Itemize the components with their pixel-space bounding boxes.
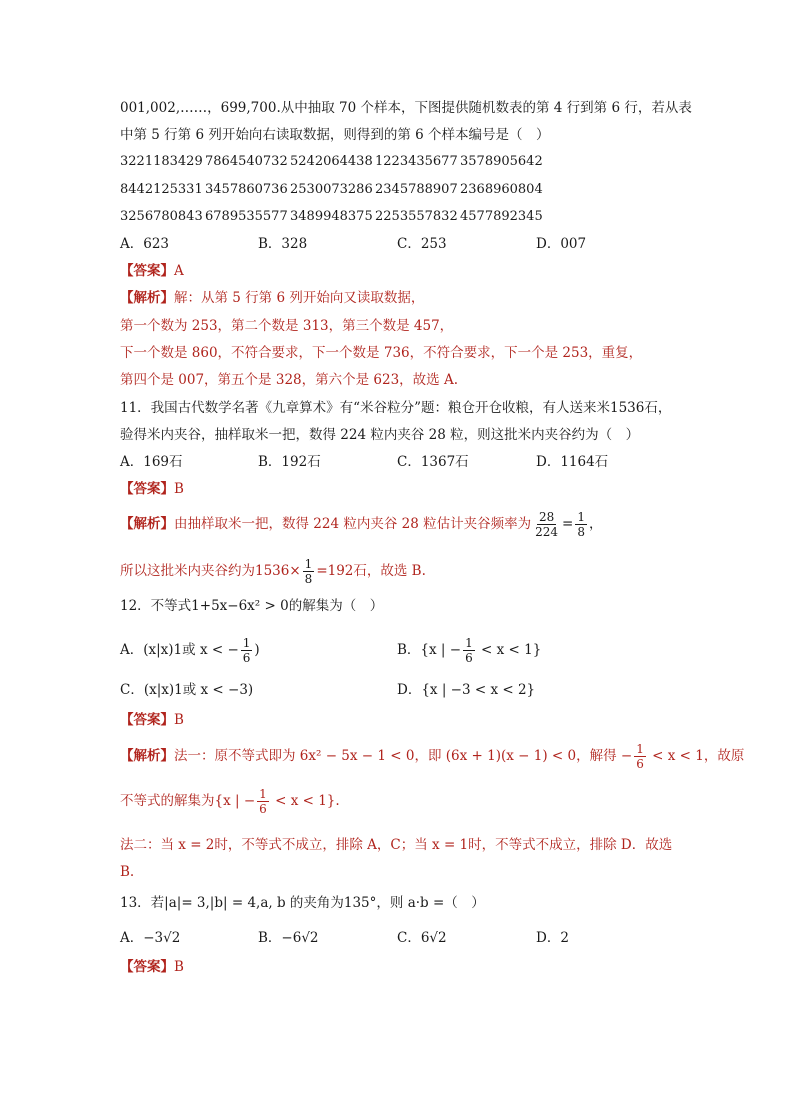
q11-option-d: D．1164石: [536, 454, 609, 470]
q12-stem: 12．不等式1+5x−6x² > 0的解集为（ ）: [120, 598, 384, 614]
answer-value: B: [174, 481, 184, 497]
q10-option-d: D．007: [536, 236, 587, 252]
answer-tag: 【答案】: [120, 712, 174, 728]
answer-value: A: [174, 263, 184, 279]
answer-tag: 【答案】: [120, 263, 174, 279]
fraction-denominator: 224: [535, 525, 559, 539]
fraction-numerator: 1: [304, 557, 313, 571]
fraction: [303, 557, 315, 586]
table-cell: 3457860736: [205, 181, 288, 197]
fraction: [241, 636, 253, 665]
q11-option-c: C．1367石: [397, 454, 469, 470]
table-cell: 2368960804: [460, 181, 543, 197]
fraction: [257, 787, 269, 816]
q13-option-c: C．6√2: [397, 930, 447, 946]
q13-option-d: D．2: [536, 930, 569, 946]
option-text: ): [254, 642, 260, 658]
fraction-numerator: 28: [538, 510, 555, 524]
fraction: [634, 742, 646, 771]
q11-option-a: A．169石: [120, 454, 183, 470]
q12-analysis-line3: 法二：当 x = 2时，不等式不成立，排除 A，C；当 x = 1时，不等式不成立，排除 D．故选: [120, 837, 673, 853]
fraction: [533, 510, 560, 539]
q13-stem: 13．若|a|= 3,|b| = 4,a, b 的夹角为135°，则 a·b =（ ）: [120, 895, 485, 911]
q10-analysis-line3: 下一个数是 860，不符合要求，下一个数是 736，不符合要求，下一个是 253，重复，: [120, 345, 643, 361]
comma: ，: [589, 516, 603, 532]
table-cell: 8442125331: [120, 181, 203, 197]
q10-stem-line1: 001,002,……，699,700.从中抽取 70 个样本，下图提供随机数表的第 4 行到第 6 行，若从表: [120, 100, 692, 116]
table-cell: 6789535577: [205, 209, 288, 224]
table-row: [120, 207, 545, 235]
option-label: A．: [120, 642, 144, 658]
q10-analysis-line4: 第四个是 007，第五个是 328，第六个是 623，故选 A.: [120, 372, 459, 388]
q11-option-b: B．192石: [258, 454, 321, 470]
option-text: {x | −: [420, 642, 462, 658]
analysis-text: 由抽样取米一把，数得 224 粒内夹谷: [174, 516, 402, 532]
fraction: [463, 636, 475, 665]
random-number-table: [120, 152, 545, 235]
fraction-numerator: 1: [259, 787, 267, 801]
q12-answer: [120, 710, 184, 730]
option-text: (x|x)1或 x < −: [143, 642, 239, 658]
q10-option-b: B．328: [258, 236, 308, 252]
table-cell: 4577892345: [460, 209, 543, 224]
fraction-denominator: 6: [465, 651, 473, 665]
table-cell: 3256780843: [120, 209, 203, 224]
q10-analysis-line1: [120, 288, 424, 308]
fraction-denominator: 6: [636, 757, 644, 771]
equals-sign: =: [562, 516, 574, 532]
analysis-text: 法一：原不等式即为 6x² − 5x − 1 < 0，即 (6x + 1)(x − 1) < 0，解得 −: [174, 748, 633, 764]
analysis-text: =192石，故选 B.: [316, 563, 426, 579]
option-label: B．: [397, 642, 421, 658]
q12-analysis-line4: B.: [120, 864, 135, 880]
answer-tag: 【答案】: [120, 481, 174, 497]
analysis-text: 不等式的解集为{x | −: [120, 793, 256, 809]
q10-stem-line2: 中第 5 行第 6 列开始向右读取数据，则得到的第 6 个样本编号是（ ）: [120, 127, 550, 143]
table-row: [120, 152, 545, 180]
table-row: [120, 180, 545, 208]
table-cell: 3221183429: [120, 154, 203, 169]
table-cell: 3489948375: [290, 209, 373, 224]
q12-option-d: D．{x | −3 < x < 2}: [397, 682, 536, 698]
analysis-tag: 【解析】: [120, 516, 174, 532]
fraction-denominator: 6: [259, 802, 267, 816]
analysis-text: < x < 1}.: [270, 793, 340, 809]
option-text: < x < 1}: [476, 642, 542, 658]
q12-option-b: [397, 634, 541, 666]
q11-answer: [120, 479, 184, 499]
table-cell: 1223435677: [375, 154, 458, 169]
q11-stem-line1: 11．我国古代数学名著《九章算术》有“米谷粒分”题：粮仓开仓收粮，有人送来米1536石，: [120, 400, 672, 416]
q13-option-b: B．−6√2: [258, 930, 319, 946]
q12-option-a: [120, 634, 260, 666]
table-cell: 7864540732: [205, 154, 288, 169]
q11-analysis-line1: [120, 508, 603, 540]
fraction-denominator: 8: [304, 572, 313, 586]
analysis-text: 粒估计夹谷频率为: [418, 516, 532, 532]
q13-answer: [120, 957, 184, 977]
answer-tag: 【答案】: [120, 959, 174, 975]
fraction-numerator: 1: [465, 636, 473, 650]
q11-stem-line2: 验得米内夹谷，抽样取米一把，数得 224 粒内夹谷 28 粒，则这批米内夹谷约为（ ）: [120, 427, 640, 443]
table-cell: 3578905642: [460, 154, 543, 169]
q13-option-a: A．−3√2: [120, 930, 181, 946]
fraction-numerator: 1: [242, 636, 251, 650]
q12-option-c: C．(x|x)1或 x < −3): [120, 682, 254, 698]
analysis-text: 所以这批米内夹谷约为1536×: [120, 563, 301, 579]
q10-answer: [120, 261, 184, 281]
table-cell: 2530073286: [290, 181, 373, 197]
q11-analysis-line2: [120, 555, 426, 587]
fraction-denominator: 6: [242, 651, 251, 665]
fraction-numerator: 1: [636, 742, 644, 756]
fraction: [575, 510, 587, 539]
analysis-text: 解：从第 5 行第 6 列开始向又读取数据，: [174, 290, 425, 306]
analysis-tag: 【解析】: [120, 748, 174, 764]
fraction-numerator: 1: [577, 510, 585, 524]
analysis-tag: 【解析】: [120, 290, 174, 306]
answer-value: B: [174, 712, 184, 728]
table-cell: 5242064438: [290, 154, 373, 169]
q10-option-c: C．253: [397, 236, 447, 252]
table-cell: 2253557832: [375, 209, 458, 224]
q10-analysis-line2: 第一个数为 253，第二个数是 313，第三个数是 457，: [120, 318, 454, 334]
analysis-text: < x < 1，故原: [647, 748, 745, 764]
analysis-text: 28: [401, 516, 419, 532]
q12-analysis-line1: [120, 740, 744, 772]
q12-analysis-line2: [120, 785, 340, 817]
table-cell: 2345788907: [375, 181, 458, 197]
answer-value: B: [174, 959, 184, 975]
q10-option-a: A．623: [120, 236, 170, 252]
fraction-denominator: 8: [577, 525, 585, 539]
